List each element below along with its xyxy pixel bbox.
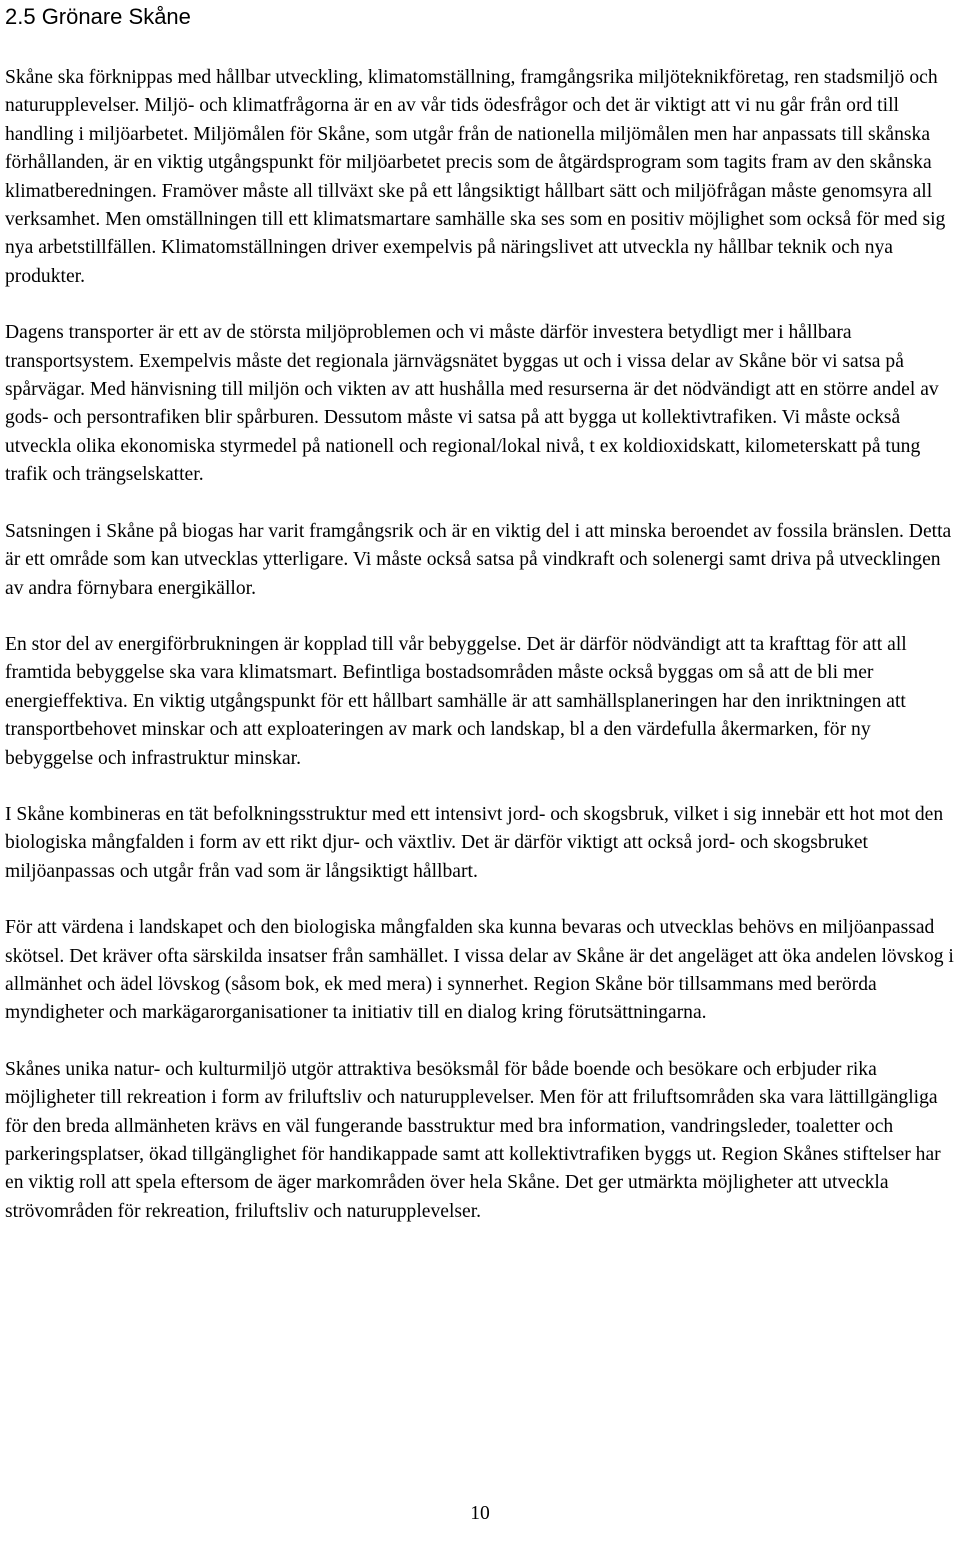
paragraph-buildings: En stor del av energiförbrukningen är kopplad till vår bebyggelse. Det är därför nödvändigt att ta krafttag för att all framtida bebyggelse ska vara klimatsmart. Befintliga bostadsområden måste också byggas om så att de bli mer energieffektiva. En viktig utgångspunkt för ett hållbart samhälle är att samhällsplaneringen har den inriktningen att transportbehovet minskar och att exploateringen av mark och landskap, bl a den värdefulla åkermarken, för ny bebyggelse och infrastruktur minskar.	[5, 633, 907, 769]
page-number: 10	[470, 1503, 490, 1524]
paragraph-landscape: För att värdena i landskapet och den biologiska mångfalden ska kunna bevaras och utvecklas behövs en miljöanpassad skötsel. Det kräver ofta särskilda insatser från samhället. I vissa delar av Skåne är det angeläget att öka andelen lövskog i allmänhet och ädel lövskog (såsom bok, ek med mera) i synnerhet. Region Skåne bör tillsammans med berörda myndigheter och markägarorganisationer ta initiativ till en dialog kring förutsättningarna.	[5, 917, 954, 1024]
document-page	[5, 0, 955, 1226]
paragraph-intro: Skåne ska förknippas med hållbar utveckling, klimatomställning, framgångsrika miljöteknikföretag, ren stadsmiljö och naturupplevelser. Miljö- och klimatfrågorna är en av vår tids ödesfrågor och det är viktigt att vi nu går från ord till handling i miljöarbetet. Miljömålen för Skåne, som utgår från de nationella miljömålen men har anpassats till skånska förhållanden, är en viktig utgångspunkt för miljöarbetet precis som de åtgärdsprogram som tagits fram av den skånska klimatberedningen. Framöver måste all tillväxt ske på ett långsiktigt hållbart sätt och miljöfrågan måste genomsyra all verksamhet. Men omställningen till ett klimatsmartare samhälle ska ses som en positiv möjlighet som också för med sig nya arbetstillfällen. Klimatomställningen driver exempelvis på näringslivet att utveckla ny hållbar teknik och nya produkter.	[5, 67, 946, 287]
paragraph-transport: Dagens transporter är ett av de största miljöproblemen och vi måste därför investera betydligt mer i hållbara transportsystem. Exempelvis måste det regionala järnvägsnätet byggas ut och i vissa delar av Skåne bör vi satsa på spårvägar. Med hänvisning till miljön och vikten av att hushålla med resurserna är det nödvändigt att en större andel av gods- och persontrafiken blir spårburen. Dessutom måste vi satsa på att bygga ut kollektivtrafiken. Vi måste också utveckla olika ekonomiska styrmedel på nationell och regional/lokal nivå, t ex koldioxidskatt, kilometerskatt på tung trafik och trängselskatter.	[5, 322, 939, 486]
paragraph-recreation: Skånes unika natur- och kulturmiljö utgör attraktiva besöksmål för både boende och besökare och erbjuder rika möjligheter till rekreation i form av friluftsliv och naturupplevelser. Men för att friluftsområden ska vara lättillgängliga för den breda allmänheten krävs en väl fungerande basstruktur med bra information, vandringsleder, toaletter och parkeringsplatser, ökad tillgänglighet för handikappade samt att kollektivtrafiken byggs ut. Region Skånes stiftelser har en viktig roll att spela eftersom de äger markområden över hela Skåne. Det ger utmärkta möjligheter att utveckla strövområden för rekreation, friluftsliv och naturupplevelser.	[5, 1058, 941, 1222]
section-heading: 2.5 Grönare Skåne	[5, 4, 191, 29]
paragraph-agriculture: I Skåne kombineras en tät befolkningsstruktur med ett intensivt jord- och skogsbruk, vilket i sig innebär ett hot mot den biologiska mångfalden i form av ett rikt djur- och växtliv. Det är därför viktigt att också jord- och skogsbruket miljöanpassas och utgår från vad som är långsiktigt hållbart.	[5, 803, 944, 882]
paragraph-biogas: Satsningen i Skåne på biogas har varit framgångsrik och är en viktig del i att minska beroendet av fossila bränslen. Detta är ett område som kan utvecklas ytterligare. Vi måste också satsa på vindkraft och solenergi samt driva på utvecklingen av andra förnybara energikällor.	[5, 520, 952, 599]
